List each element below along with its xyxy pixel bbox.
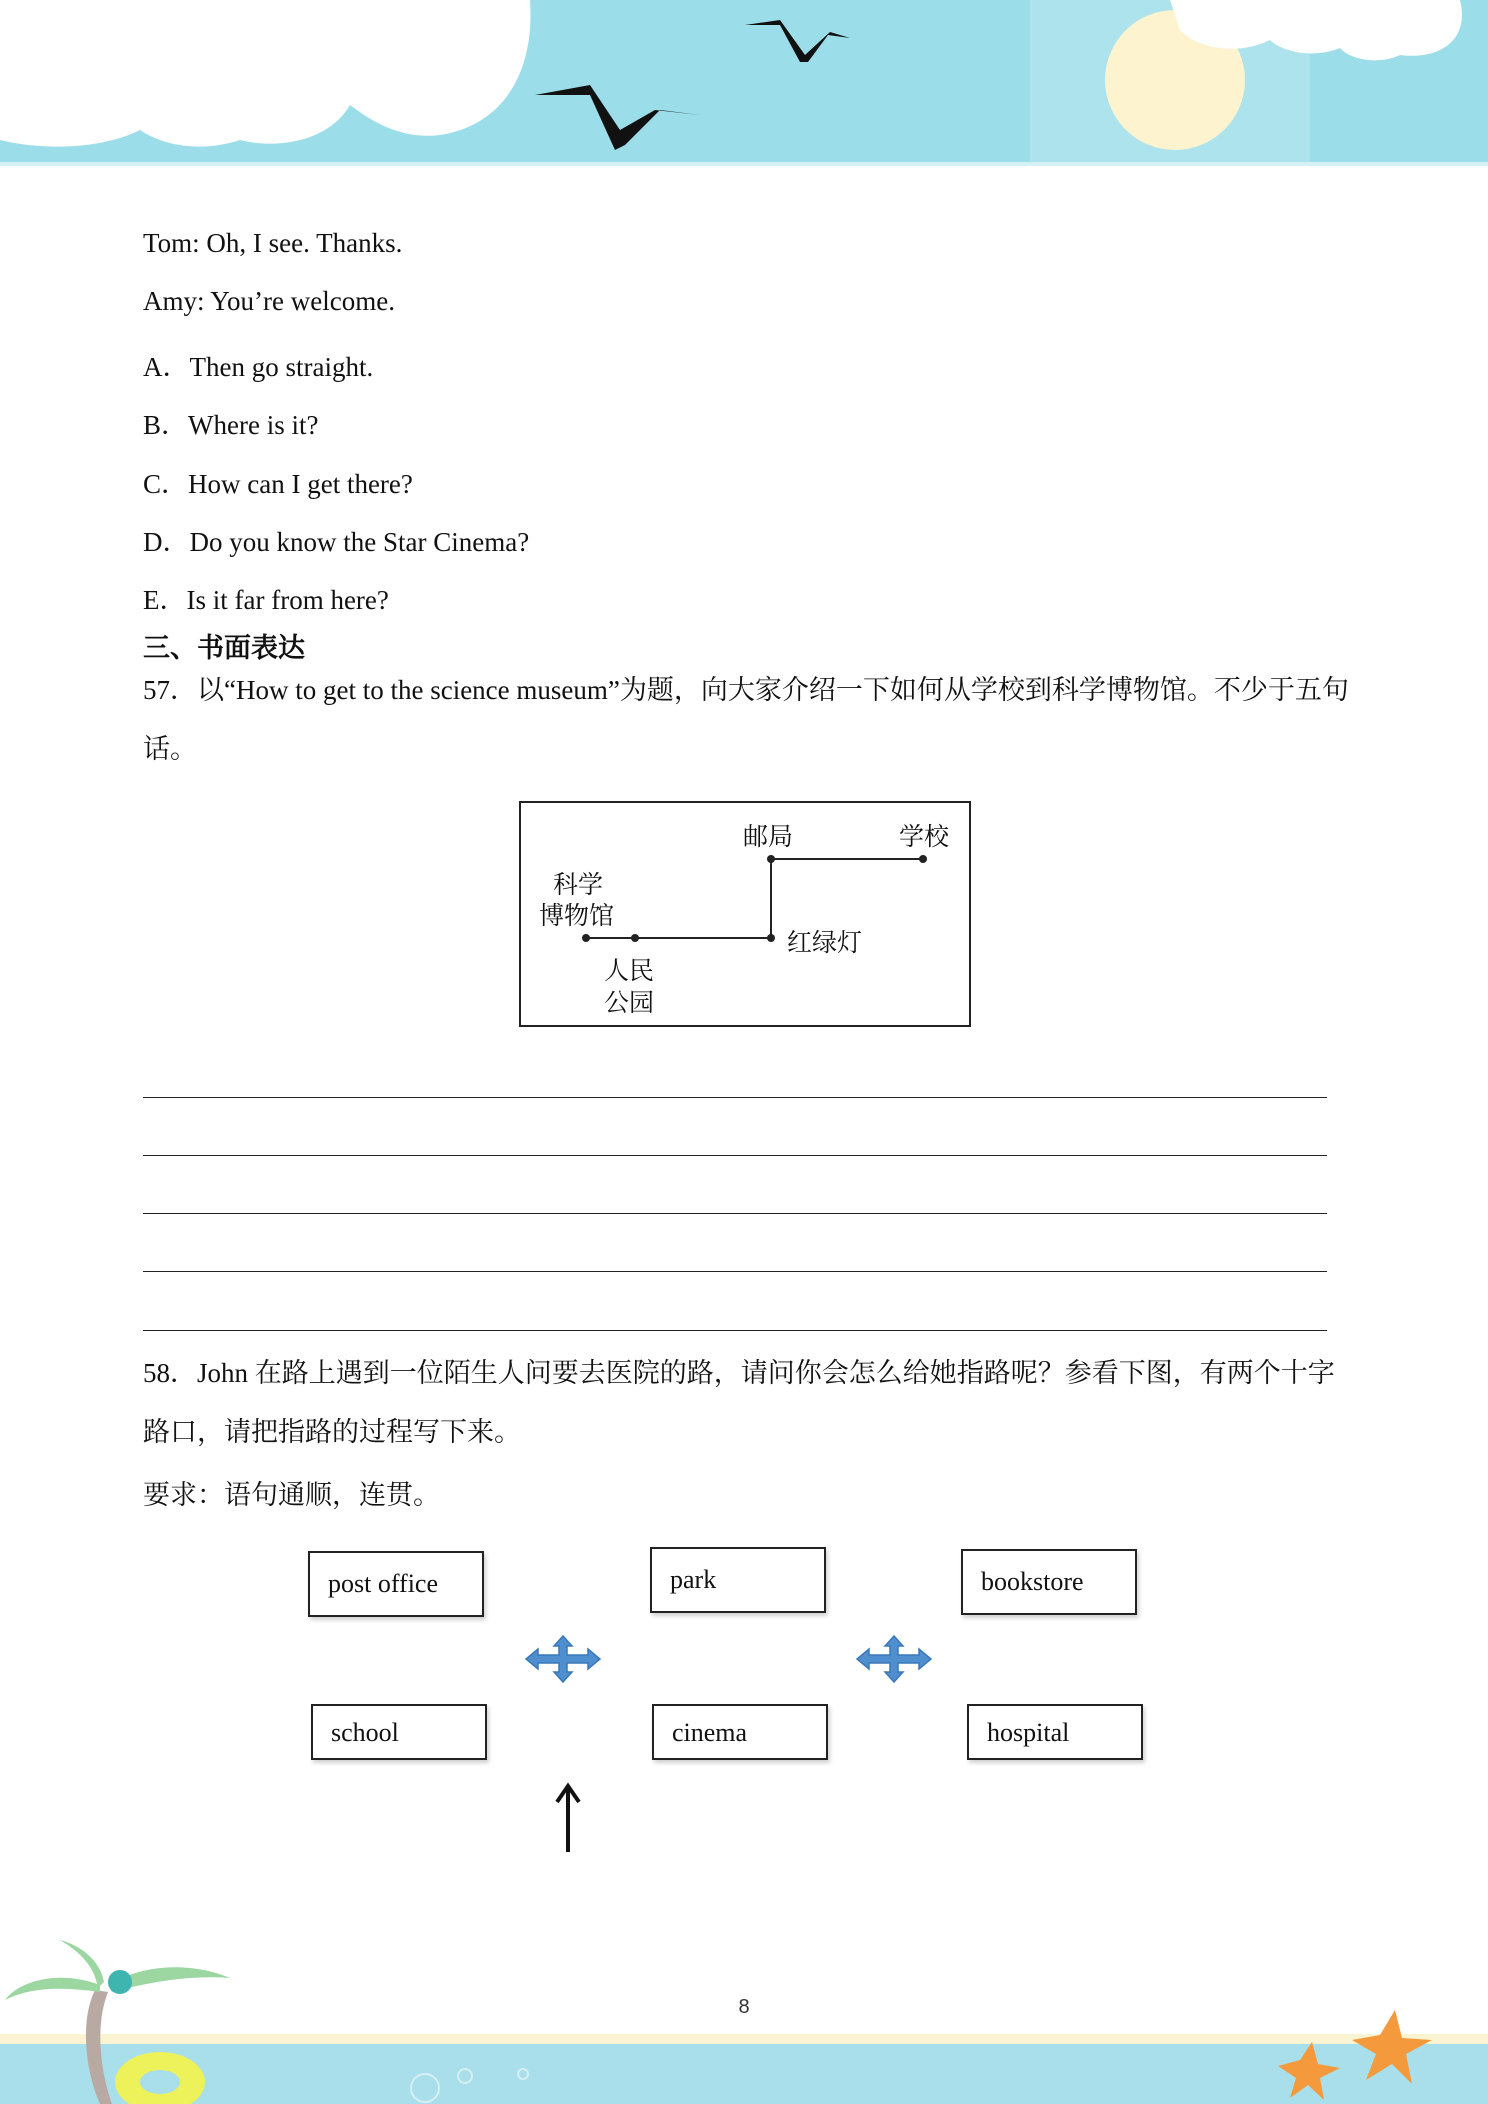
four-way-arrow-icon [855,1634,933,1684]
option-b: B．Where is it? [143,410,319,440]
four-way-arrow-icon [524,1634,602,1684]
map-label-science-museum: 科学 [553,870,604,899]
question-57: 57．以“How to get to the science museum”为题，向大家介绍一下如何从学校到科学博物馆。不少于五句话。 [143,675,1349,764]
option-a: A．Then go straight. [143,352,374,382]
answer-line[interactable] [143,1271,1327,1272]
place-hospital: hospital [967,1704,1143,1760]
map-label-science-museum: 博物馆 [539,901,615,930]
route-map [519,801,971,1027]
option-d: D．Do you know the Star Cinema? [143,527,530,557]
header-banner [0,0,1488,170]
answer-line[interactable] [143,1155,1327,1156]
answer-line[interactable] [143,1097,1327,1098]
dialogue-line: Amy: You’re welcome. [143,286,395,316]
place-bookstore: bookstore [961,1549,1137,1615]
place-park: park [650,1547,826,1613]
page-number: 8 [738,1996,750,2018]
map-label-school: 学校 [899,822,950,851]
map-label-post-office: 邮局 [743,822,794,851]
place-school: school [311,1704,487,1760]
option-e: E．Is it far from here? [143,585,389,615]
answer-line[interactable] [143,1330,1327,1331]
dialogue-line: Tom: Oh, I see. Thanks. [143,228,403,258]
map-label-peoples-park: 公园 [604,988,655,1017]
question-58: 58．John 在路上遇到一位陌生人问要去医院的路，请问你会怎么给她指路呢？参看下图，有两个十字路口，请把指路的过程写下来。 [143,1358,1335,1447]
cloud-icon [0,0,531,147]
requirement: 要求：语句通顺，连贯。 [143,1480,440,1510]
option-c: C．How can I get there? [143,469,413,499]
map-label-peoples-park: 人民 [604,956,655,985]
place-cinema: cinema [652,1704,828,1760]
map-label-traffic-light: 红绿灯 [787,928,863,957]
place-post-office: post office [308,1551,484,1617]
answer-line[interactable] [143,1213,1327,1214]
section-heading: 三、书面表达 [143,633,305,663]
up-arrow-icon [553,1782,583,1854]
